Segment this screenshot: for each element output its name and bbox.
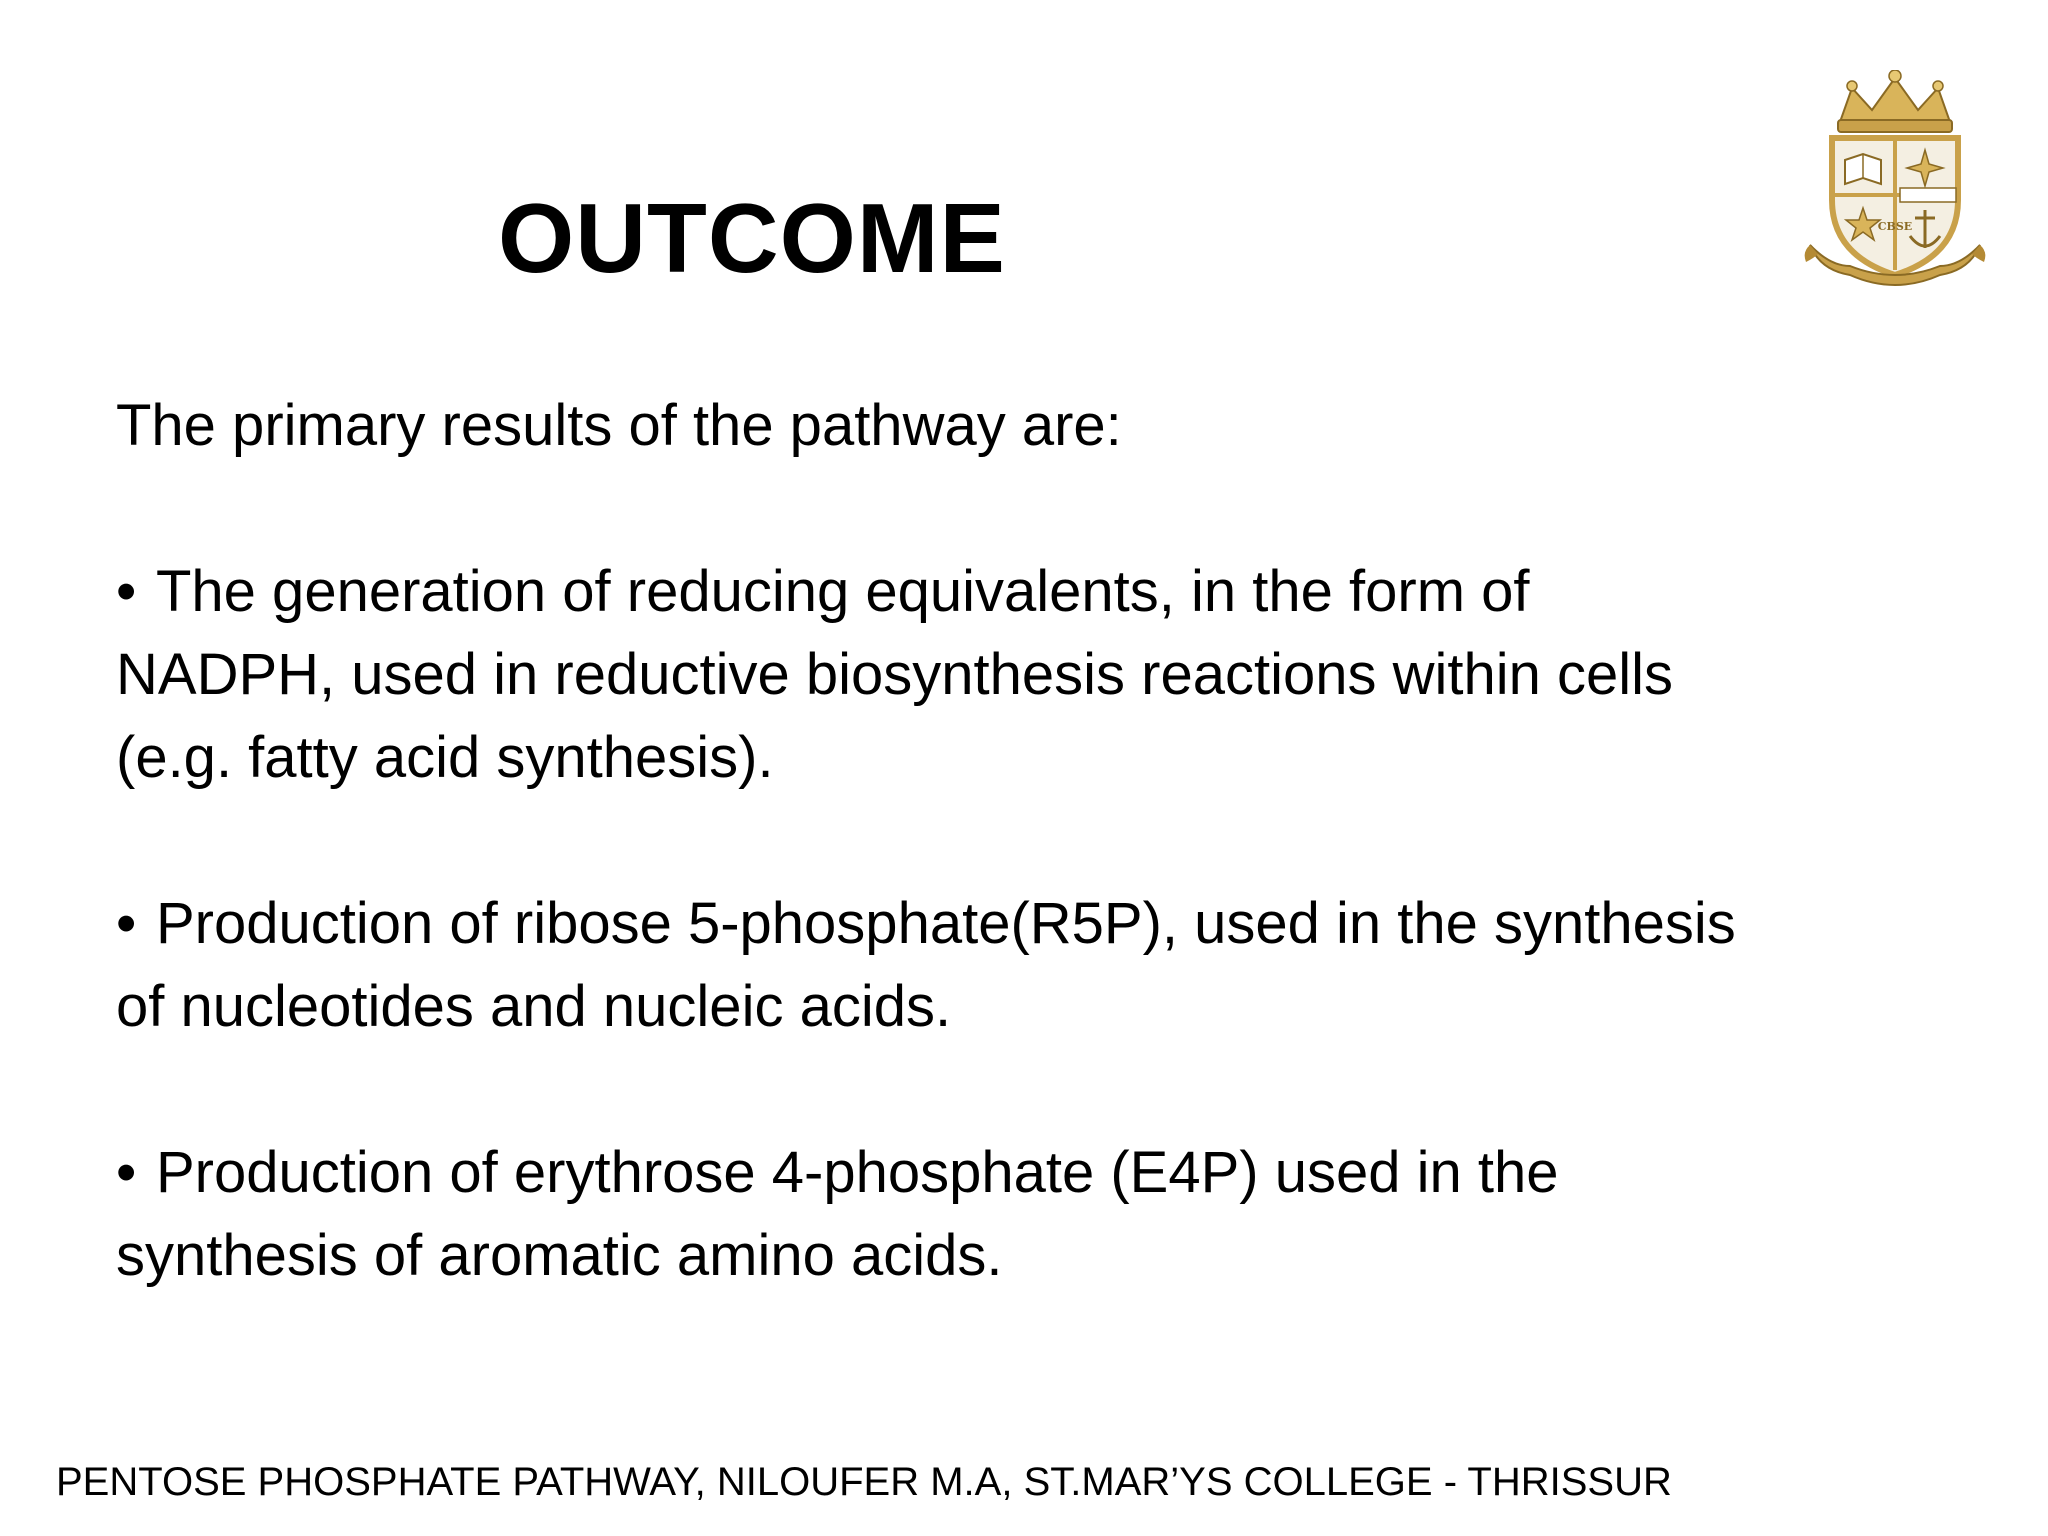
slide-footer: PENTOSE PHOSPHATE PATHWAY, NILOUFER M.A, ST.MAR’YS COLLEGE - THRISSUR bbox=[56, 1460, 1672, 1504]
bullet-text: Production of erythrose 4-phosphate (E4P) used in the synthesis of aromatic amino acids. bbox=[116, 1140, 1559, 1288]
shield-icon bbox=[1832, 138, 1958, 275]
bullet-marker: • bbox=[116, 891, 137, 956]
bullet-text: Production of ribose 5-phosphate(R5P), used in the synthesis of nucleotides and nucleic acids. bbox=[116, 891, 1736, 1039]
bullet-item bbox=[116, 1131, 1756, 1297]
bullet-marker: • bbox=[116, 1140, 137, 1205]
bullet-text: The generation of reducing equivalents, in the form of NADPH, used in reductive biosynthesis reactions within cells (e.g. fatty acid synthesis). bbox=[116, 559, 1674, 790]
crest-text: CBSE bbox=[1877, 220, 1913, 233]
slide-body bbox=[116, 384, 1756, 1297]
slide-title: OUTCOME bbox=[498, 183, 1006, 293]
bullet-marker: • bbox=[116, 559, 137, 624]
bullet-item bbox=[116, 882, 1756, 1048]
intro-text: The primary results of the pathway are: bbox=[116, 393, 1122, 458]
crown-icon bbox=[1838, 70, 1952, 132]
college-crest-icon bbox=[1800, 70, 1990, 295]
bullet-item bbox=[116, 550, 1756, 799]
